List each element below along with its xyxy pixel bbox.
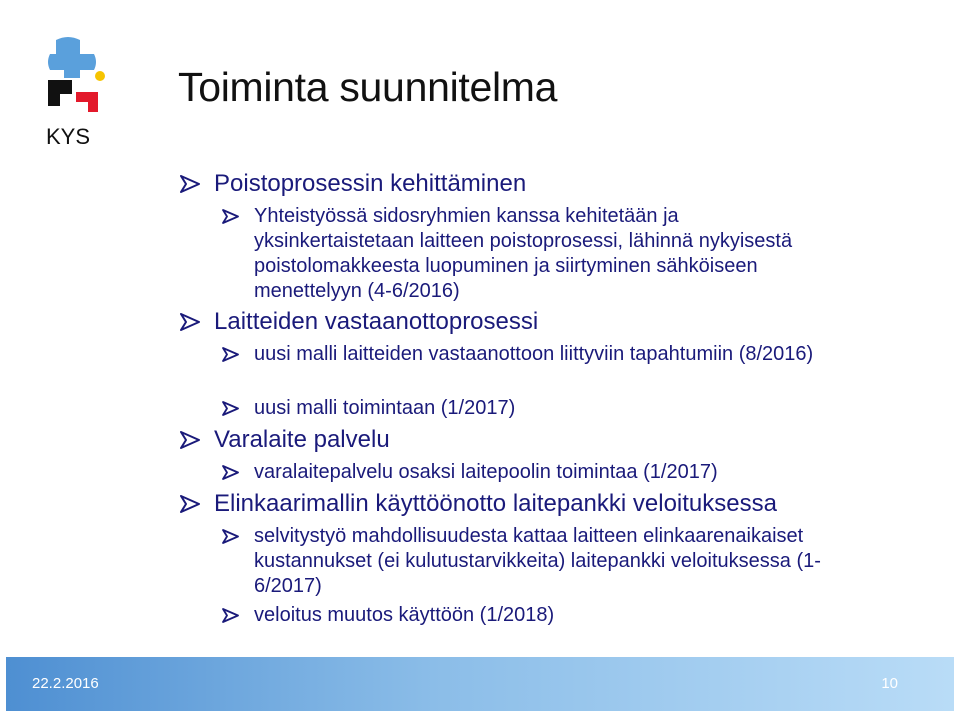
arrow-bullet-icon bbox=[180, 313, 214, 331]
slide-title: Toiminta suunnitelma bbox=[178, 64, 558, 110]
bullet-text: Laitteiden vastaanottoprosessi bbox=[214, 308, 539, 335]
bullet-item bbox=[180, 170, 526, 198]
sub-bullet-item bbox=[222, 524, 862, 599]
kys-logo-mark-icon bbox=[38, 32, 118, 152]
bullet-item bbox=[180, 308, 538, 336]
sub-bullet-text: veloitus muutos käyttöön (1/2018) bbox=[254, 604, 555, 626]
arrow-bullet-icon bbox=[180, 495, 214, 513]
footer-bar bbox=[6, 657, 954, 711]
bullet-item bbox=[180, 426, 390, 454]
sub-bullet-item bbox=[222, 460, 718, 485]
arrow-subbullet-icon bbox=[222, 209, 254, 224]
sub-bullet-text: Yhteistyössä sidosryhmien kanssa kehitetään ja yksinkertaistetaan laitteen poistoprosessi, lähinnä nykyisestä poistolomakkeesta luopuminen ja siirtyminen sähköiseen menettelyyn (4-6/2016) bbox=[254, 205, 793, 302]
arrow-subbullet-icon bbox=[222, 465, 254, 480]
sub-bullet-item bbox=[222, 342, 862, 367]
sub-bullet-text: varalaitepalvelu osaksi laitepoolin toimintaa (1/2017) bbox=[254, 461, 718, 483]
sub-bullet-item bbox=[222, 396, 515, 421]
arrow-subbullet-icon bbox=[222, 529, 254, 544]
footer-date: 22.2.2016 bbox=[32, 675, 99, 692]
arrow-bullet-icon bbox=[180, 431, 214, 449]
bullet-item bbox=[180, 490, 777, 518]
kys-logo bbox=[38, 32, 118, 152]
arrow-subbullet-icon bbox=[222, 401, 254, 416]
arrow-bullet-icon bbox=[180, 175, 214, 193]
sub-bullet-text: selvitystyö mahdollisuudesta kattaa laitteen elinkaarenaikaiset kustannukset (ei kulutustarvikkeita) laitepankki veloituksessa (1-6/2017) bbox=[254, 525, 821, 597]
sub-bullet-item bbox=[222, 204, 812, 304]
sub-bullet-item bbox=[222, 603, 554, 628]
bullet-text: Varalaite palvelu bbox=[214, 426, 390, 453]
arrow-subbullet-icon bbox=[222, 608, 254, 623]
bullet-text: Poistoprosessin kehittäminen bbox=[214, 170, 527, 197]
logo-text: KYS bbox=[46, 124, 91, 149]
page-number: 10 bbox=[881, 675, 898, 692]
sub-bullet-text: uusi malli toimintaan (1/2017) bbox=[254, 397, 516, 419]
arrow-subbullet-icon bbox=[222, 347, 254, 362]
bullet-text: Elinkaarimallin käyttöönotto laitepankki veloituksessa bbox=[214, 490, 777, 517]
sub-bullet-text: uusi malli laitteiden vastaanottoon liittyviin tapahtumiin (8/2016) bbox=[254, 343, 814, 365]
